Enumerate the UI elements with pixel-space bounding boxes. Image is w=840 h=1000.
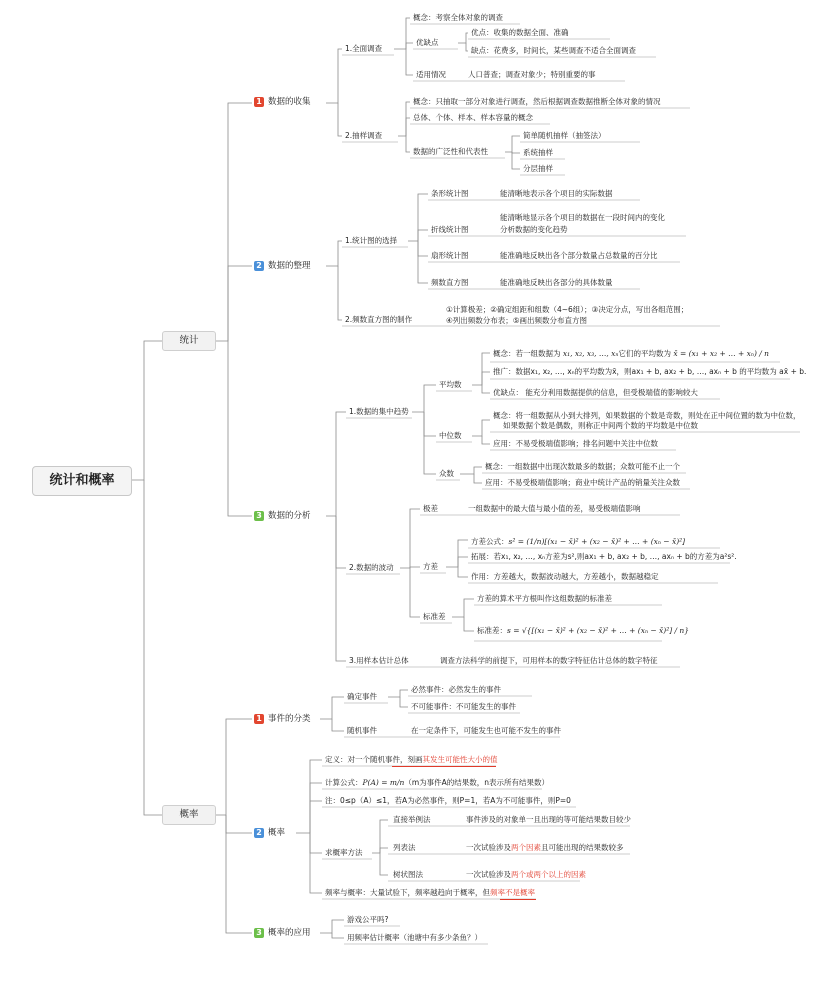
mean-concept-vars: x₁, x₂, x₃, …, xₙ: [562, 349, 619, 358]
frequency-prefix: 频率与概率：大量试验下，频率越趋向于概率，但: [325, 888, 490, 897]
probability-formula: [325, 778, 549, 788]
definition-highlight: 其发生可能性大小的值: [422, 755, 498, 764]
tree-method: 树状图法: [393, 870, 423, 879]
probability-definition: [325, 755, 498, 765]
section-label: 数据的整理: [268, 261, 311, 271]
tree-method-desc: [466, 870, 586, 880]
sample-concept: 概念：只抽取一部分对象进行调查，然后根据调查数据推断全体对象的情况: [413, 97, 661, 106]
section-data-organizing[interactable]: [254, 260, 311, 272]
histogram-type: 频数直方图: [431, 278, 469, 287]
pie-chart-type: 扇形统计图: [431, 251, 469, 260]
table-method: 列表法: [393, 843, 416, 852]
census-usage[interactable]: 适用情况: [416, 70, 446, 79]
sample-representativeness[interactable]: 数据的广泛性和代表性: [413, 147, 488, 156]
histogram-desc: 能准确地反映出各部分的具体数量: [500, 278, 613, 287]
census-pros: 优点：收集的数据全面、准确: [471, 28, 569, 37]
bar-chart-desc: 能清晰地表示各个项目的实际数据: [500, 189, 613, 198]
range-node[interactable]: 极差: [423, 504, 438, 513]
histogram-steps-1: ①计算极差；②确定组距和组数（4~6组）；③决定分点，写出各组范围；: [446, 305, 689, 314]
mean-pros-cons: 优缺点： 能充分利用数据提供的信息，但受极端值的影响较大: [493, 388, 698, 397]
mean-node[interactable]: 平均数: [439, 380, 462, 389]
mode-concept: 概念：一组数据中出现次数最多的数据；众数可能不止一个: [485, 462, 680, 471]
random-event-node[interactable]: 随机事件: [347, 726, 377, 735]
mean-formula: x̄ = (x₁ + x₂ + … + xₙ) / n: [673, 349, 770, 358]
frequency-highlight: 频率不是概率: [490, 888, 535, 897]
median-concept-1: 概念：将一组数据从小到大排列，如果数据的个数是奇数，则处在正中间位置的数为中位数，: [493, 411, 801, 420]
std-dev-definition: 方差的算术平方根叫作这组数据的标准差: [477, 594, 612, 603]
section-number-badge: 1: [254, 97, 264, 107]
line-chart-desc-2: 分析数据的变化趋势: [500, 225, 568, 234]
histogram-making-node[interactable]: 2.频数直方图的制作: [345, 315, 413, 324]
variance-formula-expr: s² = (1/n)[(x₁ − x̄)² + (x₂ − x̄)² + … + (xₙ − x̄)²]: [508, 537, 686, 546]
section-probability-application[interactable]: [254, 927, 311, 939]
definition-prefix: 定义：对一个随机事件，刻画: [325, 755, 423, 764]
probability-methods-node[interactable]: 求概率方法: [325, 848, 363, 857]
section-label: 概率的应用: [268, 928, 311, 938]
frequency-vs-probability: [325, 888, 535, 898]
highlight-underline: [500, 899, 536, 900]
stats-node[interactable]: 统计: [162, 331, 216, 351]
std-dev-node[interactable]: 标准差: [423, 612, 446, 621]
mean-extension: 推广：数据x₁, x₂, …, xₙ的平均数为x̄，则ax₁ + b, ax₂ + b, …, axₙ + b 的平均数为 ax̄ + b.: [493, 367, 807, 376]
section-number-badge: 1: [254, 714, 264, 724]
table-method-desc: [466, 843, 624, 853]
formula-label: 计算公式：: [325, 778, 363, 787]
median-concept-2: 如果数据个数是偶数，则称正中间两个数的平均数是中位数: [503, 421, 698, 430]
std-dev-formula-expr: s = √{[(x₁ − x̄)² + (x₂ − x̄)² + … + (xₙ − x̄)²] / n}: [507, 626, 690, 635]
variance-formula-label: 方差公式：: [471, 537, 509, 546]
sample-survey-node[interactable]: 2.抽样调查: [345, 131, 383, 140]
variance-node[interactable]: 方差: [423, 562, 438, 571]
sampling-method-stratified: 分层抽样: [523, 164, 553, 173]
pie-chart-desc: 能准确地反映出各个部分数量占总数量的百分比: [500, 251, 658, 260]
application-estimate-fish: 用频率估计概率（池塘中有多少条鱼？）: [347, 933, 482, 942]
probability-node[interactable]: 概率: [162, 805, 216, 825]
std-dev-formula-label: 标准差：: [477, 626, 507, 635]
mode-application: 应用：不易受极端值影响；商业中统计产品的销量关注众数: [485, 478, 680, 487]
impossible-event: 不可能事件：不可能发生的事件: [411, 702, 516, 711]
section-number-badge: 3: [254, 928, 264, 938]
certain-event-node[interactable]: 确定事件: [347, 692, 377, 701]
section-number-badge: 2: [254, 828, 264, 838]
section-data-analysis[interactable]: [254, 510, 311, 522]
sampling-method-simple: 简单随机抽样（抽签法）: [523, 131, 606, 140]
histogram-steps-2: ④列出频数分布表；⑤画出频数分布直方图: [446, 316, 587, 325]
table-desc-suffix: 且可能出现的结果数较多: [541, 843, 624, 852]
census-usage-text: 人口普查；调查对象少；特别重要的事: [468, 70, 596, 79]
formula-expr: P(A) = m/n: [362, 778, 405, 787]
tree-desc-prefix: 一次试验涉及: [466, 870, 511, 879]
certain-event: 必然事件：必然发生的事件: [411, 685, 501, 694]
bar-chart-type: 条形统计图: [431, 189, 469, 198]
estimate-node[interactable]: 3.用样本估计总体: [349, 656, 409, 665]
median-application: 应用：不易受极端值影响；排名问题中关注中位数: [493, 439, 658, 448]
tree-desc-highlight: 两个或两个以上的因素: [511, 870, 586, 879]
chart-choice-node[interactable]: 1.统计图的选择: [345, 236, 398, 245]
mean-concept-prefix: 概念：若一组数据为: [493, 349, 561, 358]
estimate-text: 调查方法科学的前提下，可用样本的数字特征估计总体的数字特征: [440, 656, 658, 665]
section-label: 事件的分类: [268, 714, 311, 724]
section-number-badge: 2: [254, 261, 264, 271]
census-node[interactable]: 1.全面调查: [345, 44, 383, 53]
census-cons: 缺点：花费多，时间长，某些调查不适合全面调查: [471, 46, 636, 55]
highlight-underline: [392, 766, 496, 767]
mode-node[interactable]: 众数: [439, 469, 454, 478]
line-chart-desc-1: 能清晰地显示各个项目的数据在一段时间内的变化: [500, 213, 665, 222]
median-node[interactable]: 中位数: [439, 431, 462, 440]
variance-extension: 拓展：若x₁, x₂, …, xₙ方差为s²,则ax₁ + b, ax₂ + b, …, axₙ + b的方差为a²s².: [471, 552, 737, 561]
section-label: 概率: [268, 828, 286, 838]
mean-concept-mid: 它们的平均数为: [618, 349, 671, 358]
census-concept: 概念：考察全体对象的调查: [413, 13, 503, 22]
section-event-classification[interactable]: [254, 713, 311, 725]
section-data-collection[interactable]: [254, 96, 311, 108]
sample-terms: 总体、个体、样本、样本容量的概念: [413, 113, 533, 122]
spread-node[interactable]: 2.数据的波动: [349, 563, 394, 572]
table-desc-prefix: 一次试验涉及: [466, 843, 511, 852]
section-probability[interactable]: [254, 827, 285, 839]
probability-note: 注：0≤p（A）≤1，若A为必然事件，则P=1，若A为不可能事件，则P=0: [325, 796, 571, 805]
table-desc-highlight: 两个因素: [511, 843, 541, 852]
section-label: 数据的收集: [268, 97, 311, 107]
line-chart-type: 折线统计图: [431, 225, 469, 234]
section-label: 数据的分析: [268, 511, 311, 521]
mean-concept: [493, 349, 769, 359]
application-fair-game: 游戏公平吗?: [347, 915, 389, 924]
range-desc: 一组数据中的最大值与最小值的差，易受极端值影响: [468, 504, 641, 513]
sampling-method-systematic: 系统抽样: [523, 148, 553, 157]
variance-use: 作用：方差越大，数据波动越大，方差越小，数据越稳定: [471, 572, 659, 581]
formula-note: （m为事件A的结果数，n表示所有结果数）: [404, 778, 550, 787]
direct-method: 直接举例法: [393, 815, 431, 824]
random-event-desc: 在一定条件下，可能发生也可能不发生的事件: [411, 726, 561, 735]
std-dev-formula: [477, 626, 689, 636]
central-tendency-node[interactable]: 1.数据的集中趋势: [349, 407, 409, 416]
variance-formula: [471, 537, 685, 547]
section-number-badge: 3: [254, 511, 264, 521]
census-proscons[interactable]: 优缺点: [416, 38, 439, 47]
direct-method-desc: 事件涉及的对象单一且出现的等可能结果数目较少: [466, 815, 631, 824]
root-node[interactable]: 统计和概率: [32, 466, 132, 496]
